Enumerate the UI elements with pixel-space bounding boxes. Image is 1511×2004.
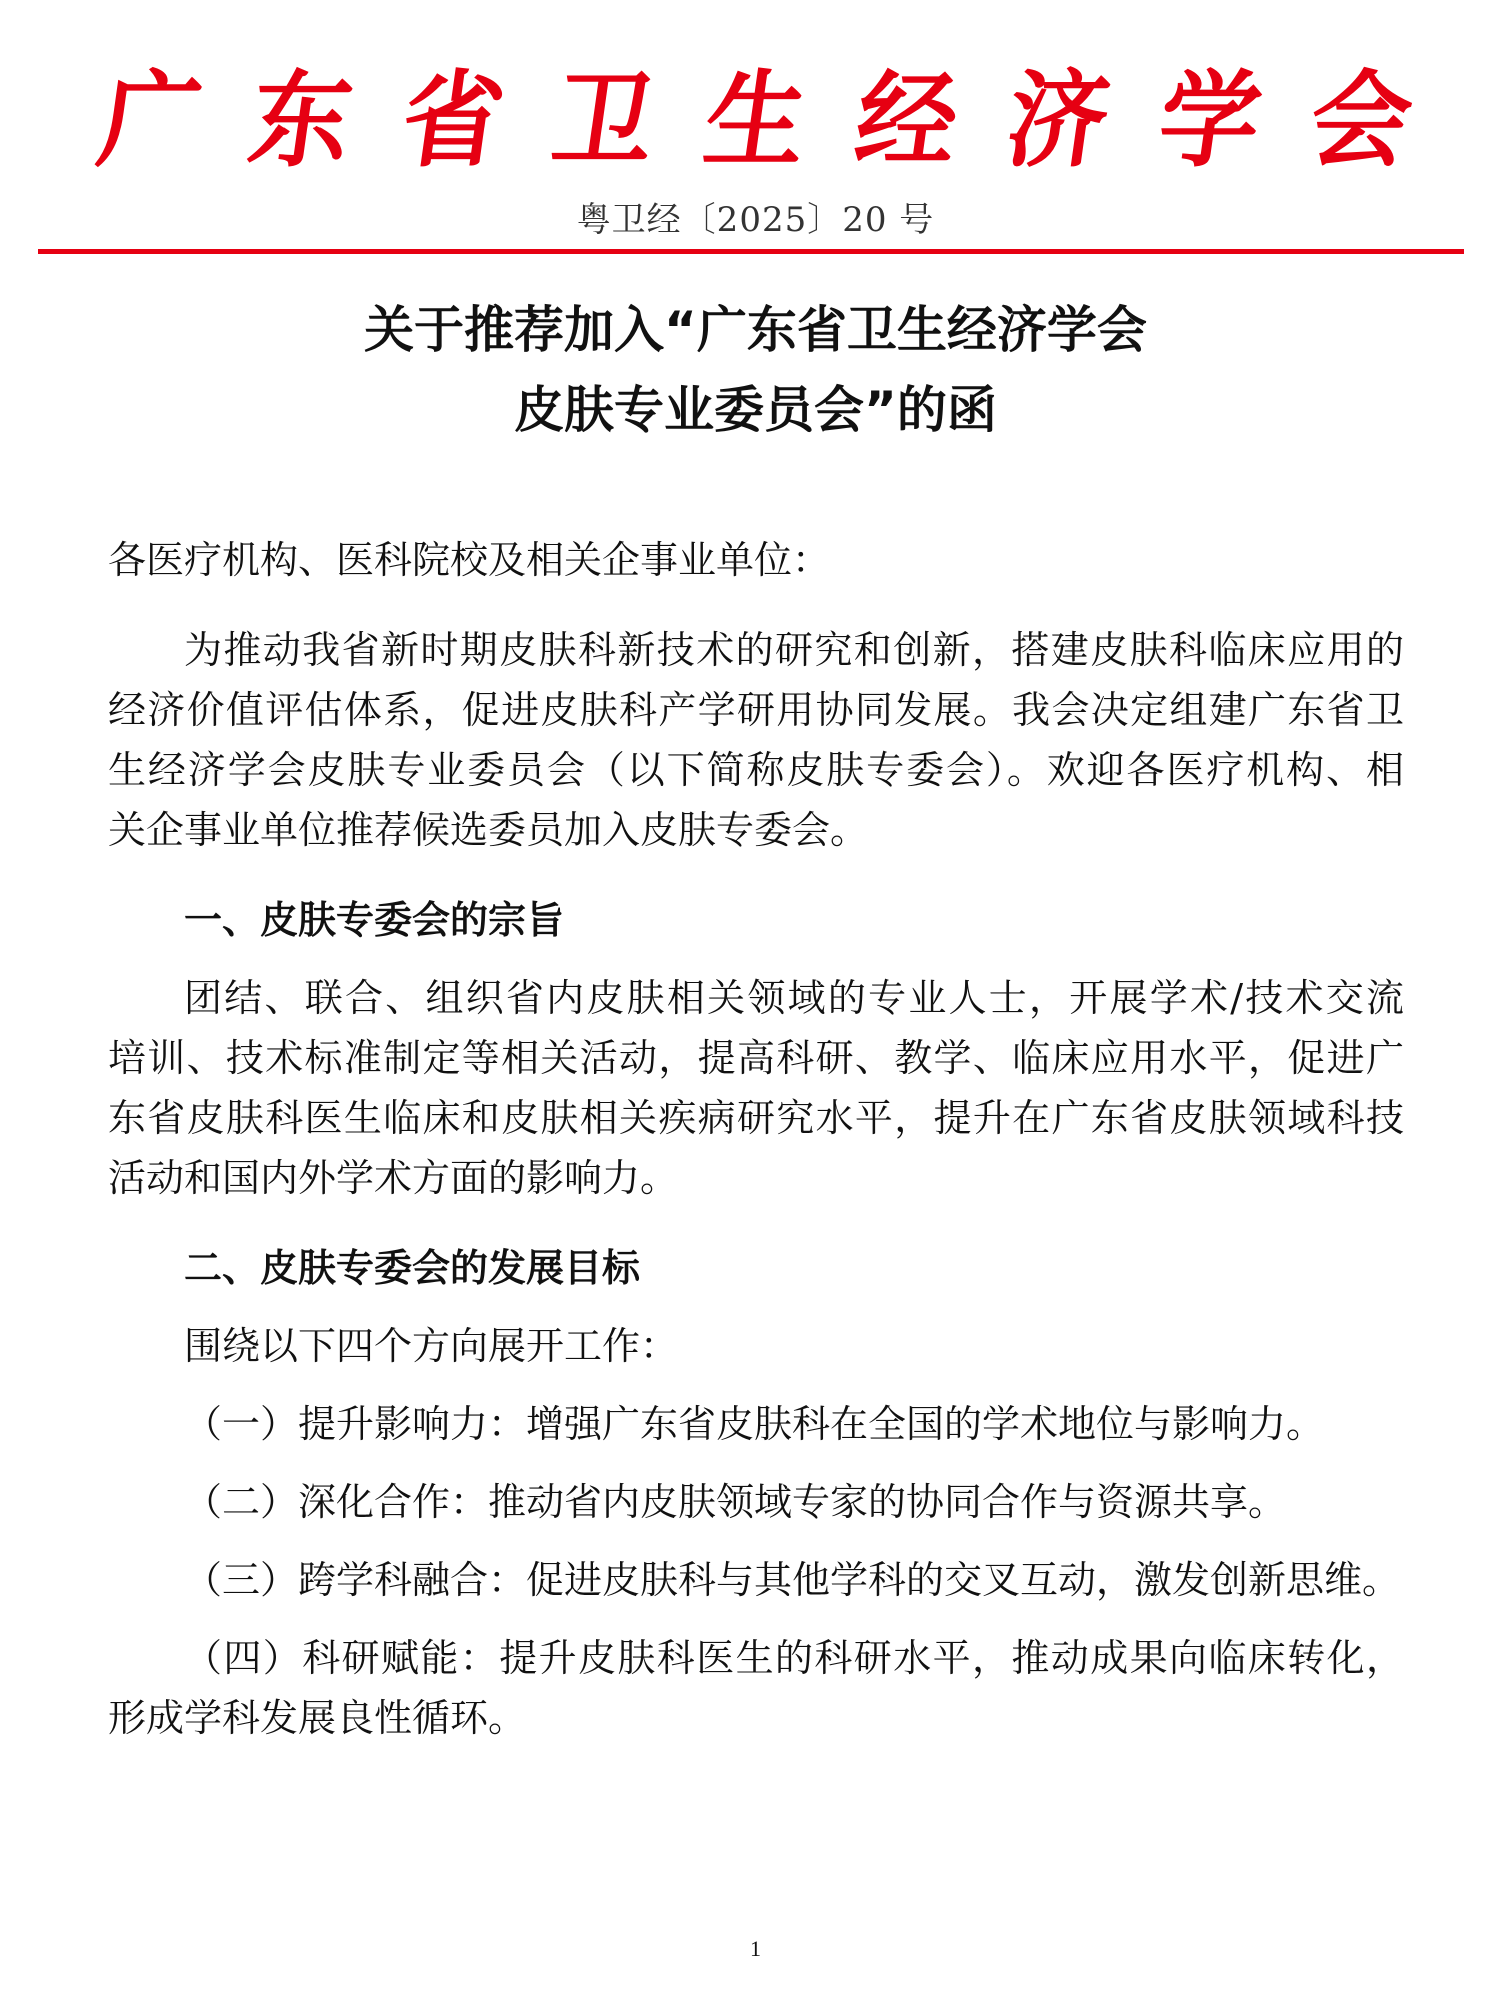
letterhead-char: 学 <box>1150 58 1269 182</box>
document-number: 粤卫经〔2025〕20 号 <box>576 200 935 240</box>
intro-paragraph <box>108 620 1404 860</box>
document-body <box>108 530 1404 1748</box>
goal-item-4: （四）科研赋能：提升皮肤科医生的科研水平，推动成果向临床转化， <box>184 1636 1404 1680</box>
section-2-heading: 二、皮肤专委会的发展目标 <box>184 1246 641 1290</box>
letterhead-char: 卫 <box>545 58 663 182</box>
document-title <box>0 290 1511 450</box>
letterhead-char: 经 <box>848 58 966 182</box>
paragraph-line: 经济价值评估体系，促进皮肤科产学研用协同发展。我会决定组建广东省卫 <box>108 688 1404 732</box>
paragraph-line: 生经济学会皮肤专业委员会（以下简称皮肤专委会）。欢迎各医疗机构、相 <box>108 748 1404 792</box>
letterhead-divider <box>38 249 1464 254</box>
goal-item-3: （三）跨学科融合：促进皮肤科与其他学科的交叉互动，激发创新思维。 <box>184 1558 1401 1602</box>
goal-item-4-continuation: 形成学科发展良性循环。 <box>108 1696 527 1740</box>
paragraph-line: 东省皮肤科医生临床和皮肤相关疾病研究水平，提升在广东省皮肤领域科技 <box>108 1096 1404 1140</box>
salutation: 各医疗机构、医科院校及相关企事业单位： <box>108 538 831 582</box>
goal-item-2: （二）深化合作：推动省内皮肤领域专家的协同合作与资源共享。 <box>184 1480 1287 1524</box>
letterhead-org-name <box>91 58 1420 182</box>
letterhead-char: 生 <box>696 58 815 182</box>
letterhead-char: 会 <box>1302 58 1420 182</box>
paragraph-line: 培训、技术标准制定等相关活动，提高科研、教学、临床应用水平，促进广 <box>108 1036 1404 1080</box>
goal-item-1: （一）提升影响力：增强广东省皮肤科在全国的学术地位与影响力。 <box>184 1402 1325 1446</box>
paragraph-line: 活动和国内外学术方面的影响力。 <box>108 1156 679 1200</box>
section-2-lead: 围绕以下四个方向展开工作： <box>184 1324 679 1368</box>
paragraph-line: 团结、联合、组织省内皮肤相关领域的专业人士，开展学术/技术交流 <box>184 976 1404 1020</box>
section-1-heading: 一、皮肤专委会的宗旨 <box>184 898 565 942</box>
title-line-2: 皮肤专业委员会”的函 <box>514 381 997 439</box>
paragraph-line: 关企事业单位推荐候选委员加入皮肤专委会。 <box>108 808 869 852</box>
paragraph-line: 为推动我省新时期皮肤科新技术的研究和创新，搭建皮肤科临床应用的 <box>184 628 1404 672</box>
letterhead-char: 省 <box>394 58 512 182</box>
section-1-paragraph <box>108 968 1404 1208</box>
page-number: 1 <box>750 1936 761 1961</box>
letterhead-char: 广 <box>91 58 209 182</box>
letterhead-char: 东 <box>242 58 361 182</box>
letterhead-char: 济 <box>999 58 1117 182</box>
title-line-1: 关于推荐加入“广东省卫生经济学会 <box>364 301 1147 359</box>
